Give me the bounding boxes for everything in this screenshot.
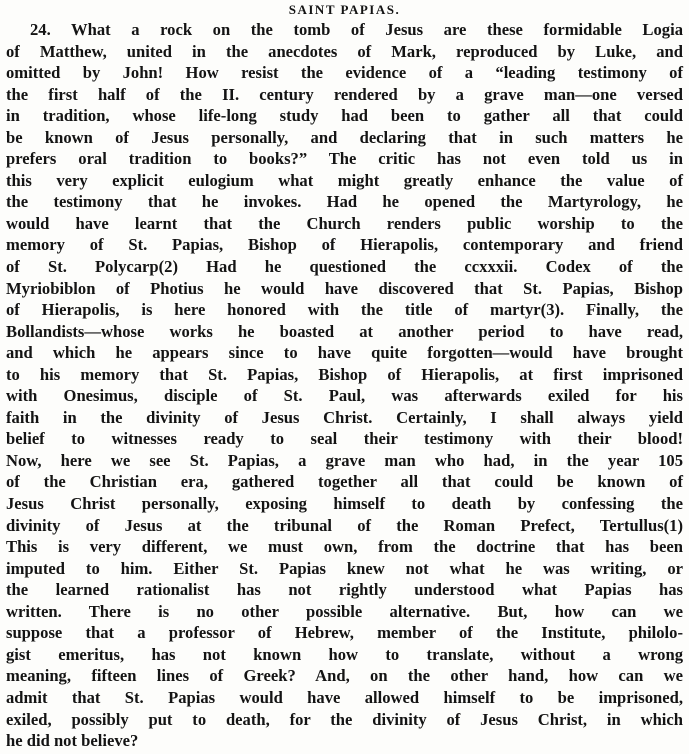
text-line: meaning, fifteen lines of Greek? And, on the other hand, how can we — [6, 666, 683, 686]
text-line: this very explicit eulogium what might greatly enhance the value of — [6, 170, 683, 190]
text-line: would have learnt that the Church renders public worship to the — [6, 213, 683, 233]
text-line: admit that St. Papias would have allowed himself to be imprisoned, — [6, 687, 683, 707]
text-line: he did not believe? — [6, 731, 139, 751]
text-line: and which he appears since to have quite forgotten—would have brought — [6, 343, 683, 363]
text-line: imputed to him. Either St. Papias knew not what he was writing, or — [6, 558, 683, 578]
text-line: 24. What a rock on the tomb of Jesus are these formidable Logia — [30, 20, 683, 39]
text-line: belief to witnesses ready to seal their testimony with their blood! — [6, 429, 683, 449]
text-line: divinity of Jesus at the tribunal of the Roman Prefect, Tertullus(1) — [6, 515, 683, 535]
text-line: of Hierapolis, is here honored with the title of martyr(3). Finally, the — [6, 300, 683, 320]
running-head: SAINT PAPIAS. — [288, 2, 401, 17]
text-line: This is very different, we must own, from the doctrine that has been — [6, 537, 683, 557]
text-line: of the Christian era, gathered together all that could be known of — [6, 472, 683, 492]
text-line: Myriobiblon of Photius he would have discovered that St. Papias, Bishop — [6, 278, 683, 298]
text-line: Now, here we see St. Papias, a grave man who had, in the year 105 — [6, 450, 683, 470]
text-line: of St. Polycarp(2) Had he questioned the ccxxxii. Codex of the — [6, 257, 683, 277]
text-line: in tradition, whose life-long study had been to gather all that could — [6, 106, 683, 126]
text-line: Bollandists—whose works he boasted at another period to have read, — [6, 321, 683, 341]
text-line: suppose that a professor of Hebrew, member of the Institute, philolo- — [6, 623, 683, 643]
text-line: of Matthew, united in the anecdotes of Mark, reproduced by Luke, and — [6, 41, 683, 61]
body-text — [6, 19, 683, 752]
text-line: to his memory that St. Papias, Bishop of Hierapolis, at first imprisoned — [6, 364, 683, 384]
text-line: be known of Jesus personally, and declaring that in such matters he — [6, 127, 683, 147]
text-line: exiled, possibly put to death, for the divinity of Jesus Christ, in which — [6, 709, 683, 729]
text-line: Jesus Christ personally, exposing himself to death by confessing the — [6, 494, 683, 514]
text-line: memory of St. Papias, Bishop of Hierapolis, contemporary and friend — [6, 235, 683, 255]
text-line: prefers oral tradition to books?” The critic has not even told us in — [6, 149, 683, 169]
text-line: the testimony that he invokes. Had he opened the Martyrology, he — [6, 192, 683, 212]
text-line: faith in the divinity of Jesus Christ. Certainly, I shall always yield — [6, 407, 683, 427]
text-line: written. There is no other possible alternative. But, how can we — [6, 601, 683, 621]
text-line: gist emeritus, has not known how to translate, without a wrong — [6, 644, 683, 664]
text-line: the first half of the II. century rendered by a grave man—one versed — [6, 84, 683, 104]
text-line: omitted by John! How resist the evidence of a “leading testimony of — [6, 63, 683, 83]
text-line: the learned rationalist has not rightly understood what Papias has — [6, 580, 683, 600]
text-line: with Onesimus, disciple of St. Paul, was afterwards exiled for his — [6, 386, 683, 406]
